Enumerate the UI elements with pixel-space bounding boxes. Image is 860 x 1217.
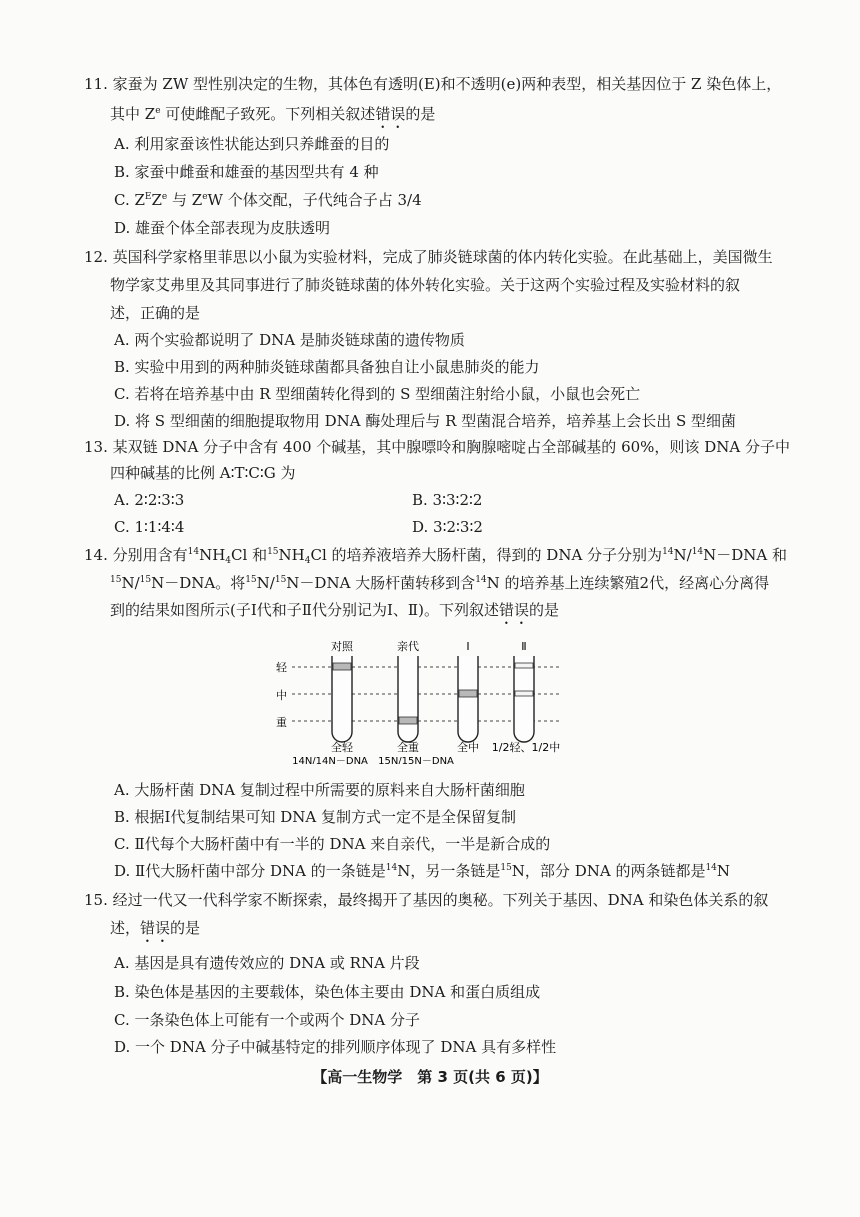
emphasis-mark: 错误 <box>375 105 406 123</box>
band-parent-heavy <box>399 717 417 724</box>
band-gen1-medium <box>459 690 477 697</box>
q13-stem-line1: 13. 某双链 DNA 分子中含有 400 个碱基，其中腺嘌呤和胸腺嘧啶占全部碱基的 60%，则该 DNA 分子中 <box>84 438 790 456</box>
emphasis-mark: 错误 <box>498 601 529 619</box>
q13-stem-line2: 四种碱基的比例 A∶T∶C∶G 为 <box>110 464 296 482</box>
dna-label-control: 14N/14N－DNA <box>292 756 368 764</box>
tube-label-parent: 亲代 <box>397 640 419 653</box>
q14-option-b: B. 根据Ⅰ代复制结果可知 DNA 复制方式一定不是全保留复制 <box>114 808 517 826</box>
q14-option-d: D. Ⅱ代大肠杆菌中部分 DNA 的一条链是$^{14}$N，另一条链是$^{15}$N，部分 DNA 的两条链都是$^{14}$N <box>114 862 731 880</box>
q13-option-c: C. 1∶1∶4∶4 <box>114 518 185 536</box>
tube-parent <box>398 656 418 742</box>
q15-option-b: B. 染色体是基因的主要载体，染色体主要由 DNA 和蛋白质组成 <box>114 983 541 1001</box>
row-label-light: 轻 <box>276 661 287 674</box>
band-gen2-light <box>515 663 533 668</box>
band-gen2-medium <box>515 691 533 696</box>
q14-stem-line1: 14. 分别用含有$^{14}NH_4Cl$ 和$^{15}NH_4Cl$ 的培养液培养大肠杆菌，得到的 DNA 分子分别为$^{14}$N/$^{14}$N－DNA 和 <box>84 546 788 566</box>
row-label-heavy: 重 <box>276 716 287 729</box>
q14-stem-line3: 到的结果如图所示(子Ⅰ代和子Ⅱ代分别记为Ⅰ、Ⅱ)。下列叙述错误的是 <box>110 601 559 619</box>
q15-stem-line2: 述，错误的是 <box>110 919 201 937</box>
tube-gen1 <box>458 656 478 742</box>
tube-gen2 <box>514 656 534 742</box>
tube-label-gen1: Ⅰ <box>466 640 470 653</box>
result-label-gen1: 全中 <box>457 741 479 754</box>
result-label-gen2: 1/2轻、1/2中 <box>491 741 561 754</box>
tube-label-gen2: Ⅱ <box>521 640 527 653</box>
q15-stem-line1: 15. 经过一代又一代科学家不断探索，最终揭开了基因的奥秘。下列关于基因、DNA 和染色体关系的叙 <box>84 891 769 909</box>
q14-option-c: C. Ⅱ代每个大肠杆菌中有一半的 DNA 来自亲代，一半是新合成的 <box>114 835 551 853</box>
q11-option-a: A. 利用家蚕该性状能达到只养雌蚕的目的 <box>114 135 390 153</box>
result-label-control: 全轻 <box>331 741 353 754</box>
q15-option-d: D. 一个 DNA 分子中碱基特定的排列顺序体现了 DNA 具有多样性 <box>114 1038 557 1056</box>
q15-option-c: C. 一条染色体上可能有一个或两个 DNA 分子 <box>114 1011 421 1029</box>
q12-option-b: B. 实验中用到的两种肺炎链球菌都具备独自让小鼠患肺炎的能力 <box>114 358 540 376</box>
page-footer: 【高一生物学 第 3 页(共 6 页)】 <box>312 1068 548 1086</box>
q12-option-d: D. 将 S 型细菌的细胞提取物用 DNA 酶处理后与 R 型菌混合培养，培养基上会长出 S 型细菌 <box>114 412 737 430</box>
row-label-medium: 中 <box>276 689 287 702</box>
q13-option-b: B. 3∶3∶2∶2 <box>412 491 483 509</box>
q11-stem-line2: 其中 $Z^e$ 可使雌配子致死。下列相关叙述错误的是 <box>110 105 436 123</box>
q14-option-a: A. 大肠杆菌 DNA 复制过程中所需要的原料来自大肠杆菌细胞 <box>114 781 525 799</box>
q12-stem-line2: 物学家艾弗里及其同事进行了肺炎链球菌的体外转化实验。关于这两个实验过程及实验材料的叙 <box>110 276 741 294</box>
centrifuge-figure <box>270 636 590 764</box>
q15-option-a: A. 基因是具有遗传效应的 DNA 或 RNA 片段 <box>114 954 420 972</box>
result-label-parent: 全重 <box>397 741 419 754</box>
q11-option-b: B. 家蚕中雌蚕和雄蚕的基因型共有 4 种 <box>114 163 379 181</box>
q12-stem-line3: 述，正确的是 <box>110 304 201 322</box>
q13-option-d: D. 3∶2∶3∶2 <box>412 518 483 536</box>
q12-stem-line1: 12. 英国科学家格里菲思以小鼠为实验材料，完成了肺炎链球菌的体内转化实验。在此基础上，美国微生 <box>84 248 773 266</box>
q11-stem-line1: 11. 家蚕为 ZW 型性别决定的生物，其体色有透明(E)和不透明(e)两种表型，相关基因位于 Z 染色体上， <box>84 75 782 93</box>
q12-option-c: C. 若将在培养基中由 R 型细菌转化得到的 S 型细菌注射给小鼠，小鼠也会死亡 <box>114 385 641 403</box>
dna-label-parent: 15N/15N－DNA <box>378 756 454 764</box>
tube-label-control: 对照 <box>331 640 353 653</box>
q13-option-a: A. 2∶2∶3∶3 <box>114 491 185 509</box>
emphasis-mark: 错误 <box>140 919 171 937</box>
q11-option-c: C. $Z^EZ^e$ 与 $Z^eW$ 个体交配，子代纯合子占 3/4 <box>114 191 422 209</box>
q14-stem-line2: $^{15}$N/$^{15}$N－DNA。将$^{15}$N/$^{15}$N－DNA 大肠杆菌转移到含$^{14}$N 的培养基上连续繁殖2代，经离心分离得 <box>110 574 770 592</box>
q11-option-d: D. 雄蚕个体全部表现为皮肤透明 <box>114 219 331 237</box>
q12-option-a: A. 两个实验都说明了 DNA 是肺炎链球菌的遗传物质 <box>114 331 465 349</box>
band-control-light <box>333 663 351 670</box>
